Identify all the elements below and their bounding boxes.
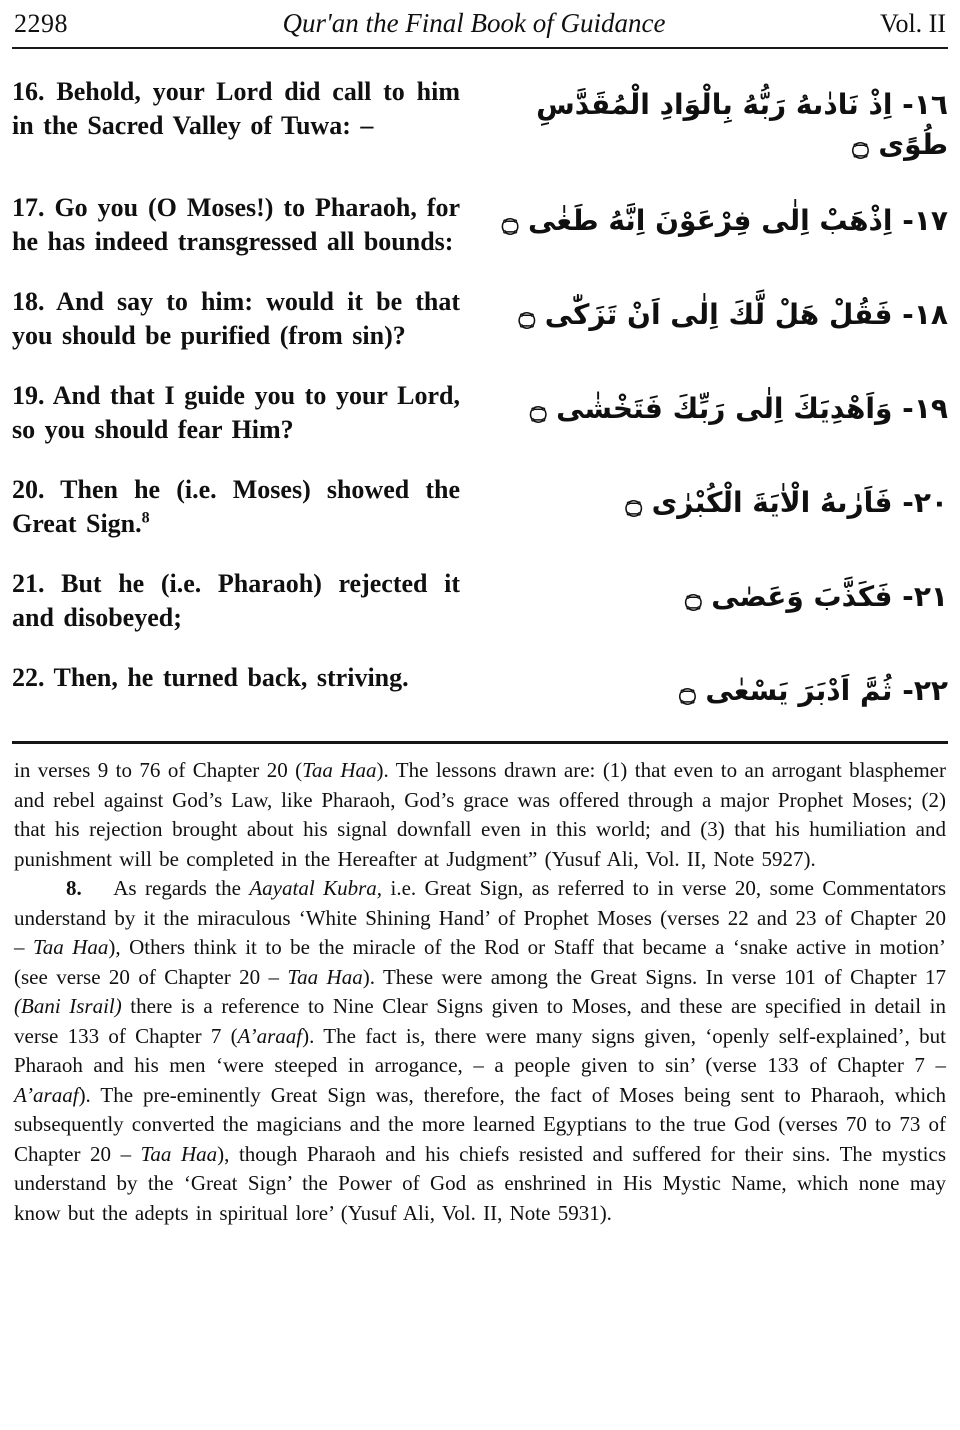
footnote-text: Taa Haa xyxy=(32,935,109,959)
verses-section xyxy=(12,75,948,711)
book-title: Qur'an the Final Book of Guidance xyxy=(282,8,666,38)
footnote-text: ). The fact is, there were many signs given, ‘openly self-explained’, but Pharaoh and his men ‘were steeped in arrogance, – a people given to sin’ (verse 133 of Chapter 7 – xyxy=(14,1023,946,1077)
verse-row xyxy=(12,191,948,259)
verse-english-text: 16. Behold, your Lord did call to him in the Sacred Valley of Tuwa: – xyxy=(12,77,460,140)
footnote-text: in verses 9 to 76 of Chapter 20 ( xyxy=(14,758,303,782)
footnote-text: Aayatal Kubra, xyxy=(249,876,383,900)
page-header xyxy=(12,6,948,49)
footnote-number: 8. xyxy=(66,876,82,900)
footnote-text: ), Others think it to be the miracle of the Rod or Staff that became a ‘snake active in motion’ (see verse 20 of Chapter 20 – xyxy=(14,935,947,989)
footnote-ref: 8 xyxy=(141,509,150,527)
volume-label: Vol. II xyxy=(880,9,946,38)
verse-arabic-text: ٢١- فَكَذَّبَ وَعَصٰى ۝ xyxy=(685,580,948,613)
verse-row xyxy=(12,567,948,635)
footnote-text: Taa Haa xyxy=(287,964,363,989)
verse-arabic-text: ١٧- اِذْهَبْ اِلٰى فِرْعَوْنَ اِنَّهُ طَغٰى ۝ xyxy=(501,204,948,237)
footnote-text: there is a reference to Nine Clear Signs given to Moses, and these are specified in detail in verse 133 of Chapter 7 ( xyxy=(14,994,946,1048)
verse-arabic-text: ٢٢- ثُمَّ اَدْبَرَ يَسْعٰى ۝ xyxy=(679,674,948,707)
verse-row xyxy=(12,285,948,353)
verse-row xyxy=(12,473,948,541)
verse-english-text: 18. And say to him: would it be that you should be purified (from sin)? xyxy=(12,287,460,350)
footnote-text: ). The lessons drawn are: (1) that even to an arrogant blasphemer and rebel against God’s Law, like Pharaoh, God’s grace was offered through a major Prophet Moses; (2) that his rejection brought about his signal downfall even in this world; and (3) that his humiliation and punishment will be completed in the Hereafter at Judgment” (Yusuf Ali, Vol. II, Note 5927). xyxy=(14,758,946,871)
verse-arabic-text: ١٦- اِذْ نَادٰىهُ رَبُّهُ بِالْوَادِ الْمُقَدَّسِ طُوًى ۝ xyxy=(536,88,948,161)
verse-english-text: 22. Then, he turned back, striving. xyxy=(12,663,409,692)
verse-arabic-text: ٢٠- فَاَرٰىهُ الْاٰيَةَ الْكُبْرٰى ۝ xyxy=(625,486,948,519)
footnote-text: Taa Haa xyxy=(302,758,377,782)
verse-english-text: 20. Then he (i.e. Moses) showed the Great Sign.$^8$ xyxy=(12,475,460,538)
verse-english-text: 17. Go you (O Moses!) to Pharaoh, for he has indeed transgressed all bounds: xyxy=(12,193,460,256)
verse-row xyxy=(12,661,948,711)
footnote-text: Taa Haa xyxy=(140,1141,218,1166)
verse-english-text: 21. But he (i.e. Pharaoh) rejected it and disobeyed; xyxy=(12,569,460,632)
footnote-text: i.e. Great Sign, as referred to in verse 20, some Commentators understand by it the miraculous ‘White Shining Hand’ of Prophet Moses (verses 22 and 23 of Chapter 20 – xyxy=(14,876,947,959)
footnote-paragraph xyxy=(14,756,946,874)
page-number: 2298 xyxy=(14,9,68,38)
footnote-text: (Bani Israil) xyxy=(14,994,122,1018)
footnote-text: ), though Pharaoh and his chiefs resisted and suffered for their sins. The mystics understand by the ‘Great Sign’ the Power of God as enshrined in His Mystic Name, which none may know but the adepts in spiritual lore’ (Yusuf Ali, Vol. II, Note 5931). xyxy=(14,1141,946,1225)
verse-arabic-text: ١٩- وَاَهْدِيَكَ اِلٰى رَبِّكَ فَتَخْشٰى ۝ xyxy=(529,392,948,425)
footnote-paragraph xyxy=(14,874,946,1228)
verse-english-text: 19. And that I guide you to your Lord, so you should fear Him? xyxy=(12,381,460,444)
verse-row xyxy=(12,75,948,165)
footnotes-section xyxy=(12,756,948,1228)
footnote-text: As regards the xyxy=(81,876,250,900)
footnote-text: A’araaf xyxy=(14,1082,79,1107)
footnote-text: ). These were among the Great Signs. In verse 101 of Chapter 17 xyxy=(362,964,946,989)
footnote-divider xyxy=(12,741,948,744)
verse-row xyxy=(12,379,948,447)
verse-arabic-text: ١٨- فَقُلْ هَلْ لَّكَ اِلٰى اَنْ تَزَكّٰى ۝ xyxy=(518,298,948,331)
footnote-text: A’araaf xyxy=(237,1023,303,1048)
footnote-text: ). The pre-eminently Great Sign was, therefore, the fact of Moses being sent to Pharaoh, which subsequently converted the magicians and the more learned Egyptians to the true God (verses 70 to 73 of Chapter 20 – xyxy=(14,1082,946,1166)
